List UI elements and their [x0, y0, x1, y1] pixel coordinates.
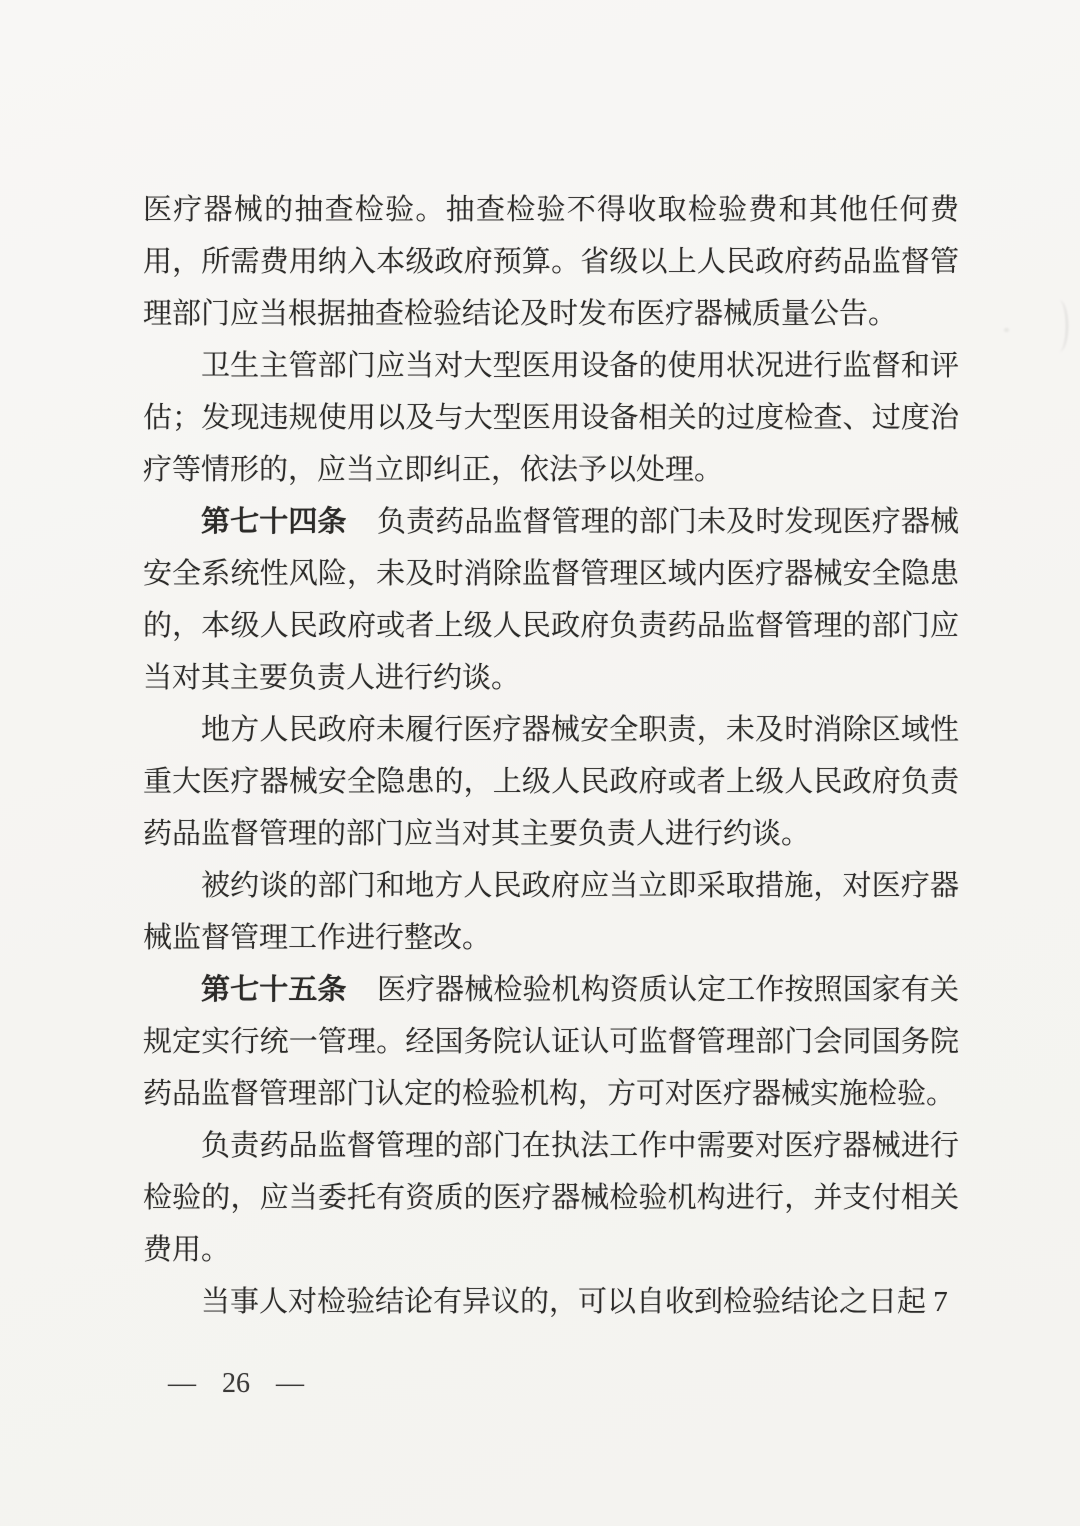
paragraph-article-74 — [143, 496, 959, 704]
article-number: 第七十五条 — [201, 974, 347, 1006]
paragraph — [143, 860, 959, 964]
paragraph — [143, 340, 959, 496]
paragraph-text: 被约谈的部门和地方人民政府应当立即采取措施，对医疗器械监督管理工作进行整改。 — [143, 870, 959, 954]
paragraph — [143, 1276, 959, 1328]
paragraph-text: 医疗器械的抽查检验。抽查检验不得收取检验费和其他任何费用，所需费用纳入本级政府预算。省级以上人民政府药品监督管理部门应当根据抽查检验结论及时发布医疗器械质量公告。 — [143, 194, 959, 330]
footer-dash-right: — — [276, 1368, 304, 1399]
scan-artifact — [1004, 328, 1009, 332]
article-number: 第七十四条 — [201, 506, 347, 538]
paragraph-article-75 — [143, 964, 959, 1120]
paragraph — [143, 184, 959, 340]
paragraph-text: 医疗器械检验机构资质认定工作按照国家有关规定实行统一管理。经国务院认证认可监督管理部门会同国务院药品监督管理部门认定的检验机构，方可对医疗器械实施检验。 — [143, 974, 959, 1110]
paragraph-text: 负责药品监督管理的部门未及时发现医疗器械安全系统性风险，未及时消除监督管理区域内医疗器械安全隐患的，本级人民政府或者上级人民政府负责药品监督管理的部门应当对其主要负责人进行约谈。 — [143, 506, 959, 694]
paragraph-text: 地方人民政府未履行医疗器械安全职责，未及时消除区域性重大医疗器械安全隐患的，上级人民政府或者上级人民政府负责药品监督管理的部门应当对其主要负责人进行约谈。 — [143, 714, 959, 850]
paragraph — [143, 704, 959, 860]
footer-dash-left: — — [168, 1368, 196, 1399]
document-body — [143, 184, 959, 1328]
scan-artifact — [1050, 300, 1068, 352]
paragraph-text: 负责药品监督管理的部门在执法工作中需要对医疗器械进行检验的，应当委托有资质的医疗器械检验机构进行，并支付相关费用。 — [143, 1130, 959, 1266]
page-number: 26 — [222, 1368, 250, 1399]
paragraph-text: 卫生主管部门应当对大型医用设备的使用状况进行监督和评估；发现违规使用以及与大型医用设备相关的过度检查、过度治疗等情形的，应当立即纠正，依法予以处理。 — [143, 350, 959, 486]
page-footer — [168, 1368, 304, 1400]
paragraph — [143, 1120, 959, 1276]
paragraph-text: 当事人对检验结论有异议的，可以自收到检验结论之日起 7 — [201, 1286, 948, 1318]
